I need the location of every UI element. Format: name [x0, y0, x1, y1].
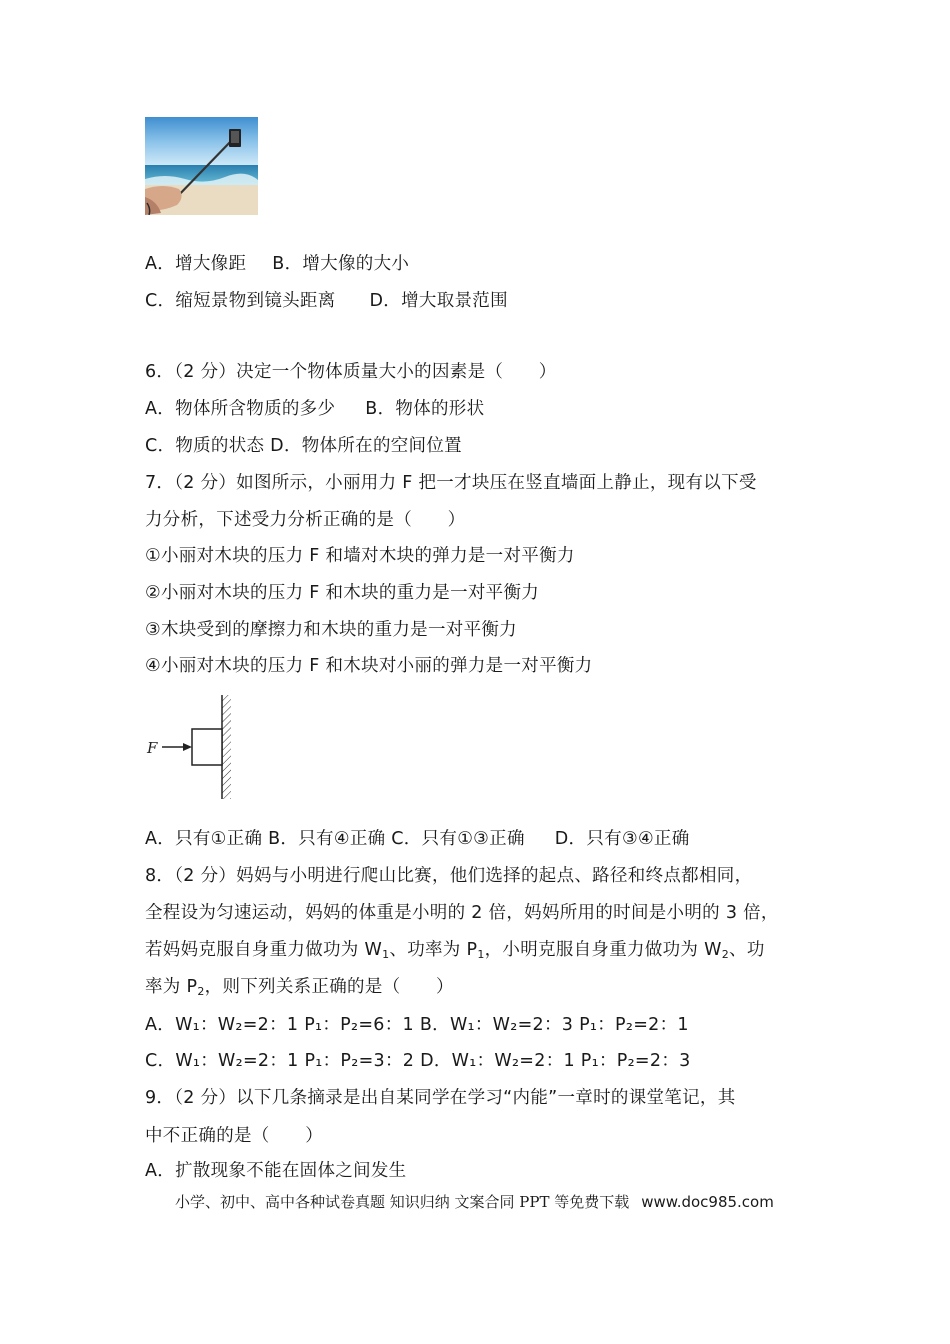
q7-options-abc: A．只有①正确 B．只有④正确 C．只有①③正确 — [145, 829, 525, 849]
subscript: 2 — [721, 948, 730, 961]
q6-option-b: B．物体的形状 — [365, 399, 485, 419]
subscript: 1 — [382, 948, 390, 961]
q7-statement-4: ④小丽对木块的压力 F 和木块对小丽的弹力是一对平衡力 — [145, 656, 593, 676]
q5-option-d: D．增大取景范围 — [369, 291, 508, 311]
q6-stem: 6．（2 分）决定一个物体质量大小的因素是（ ） — [145, 362, 557, 382]
q8-stem-line4-part: 率为 P — [145, 977, 198, 997]
q6-options-row-cd: C．物质的状态 D．物体所在的空间位置 — [145, 436, 462, 456]
q5-option-a: A．增大像距 — [145, 254, 247, 274]
q5-options-row-cd — [145, 289, 508, 313]
q8-stem-line4 — [145, 975, 454, 1004]
q5-options-row-ab — [145, 252, 409, 276]
subscript: 2 — [197, 985, 205, 998]
q8-options-ab: A．W₁：W₂=2：1 P₁：P₂=6：1 B．W₁：W₂=2：3 P₁：P₂=2：1 — [145, 1015, 689, 1035]
subscript: 1 — [477, 948, 485, 961]
page-footer — [175, 1192, 774, 1212]
footer-url[interactable]: www.doc985.com — [641, 1193, 774, 1211]
selfie-stick-photo — [145, 117, 258, 215]
q8-options-cd: C．W₁：W₂=2：1 P₁：P₂=3：2 D．W₁：W₂=2：1 P₁：P₂=2：3 — [145, 1051, 691, 1071]
q8-stem-line1: 8．（2 分）妈妈与小明进行爬山比赛，他们选择的起点、路径和终点都相同， — [145, 866, 753, 886]
q7-options — [145, 827, 690, 851]
q7-statement-1: ①小丽对木块的压力 F 和墙对木块的弹力是一对平衡力 — [145, 546, 575, 566]
q5-option-b: B．增大像的大小 — [272, 254, 410, 274]
q7-stem-line2: 力分析，下述受力分析正确的是（ ） — [145, 510, 466, 530]
q7-statement-3: ③木块受到的摩擦力和木块的重力是一对平衡力 — [145, 620, 517, 640]
q7-statement-2: ②小丽对木块的压力 F 和木块的重力是一对平衡力 — [145, 583, 540, 603]
footer-text: 小学、初中、高中各种试卷真题 知识归纳 文案合同 PPT 等免费下载 — [175, 1193, 630, 1211]
q6-option-a: A．物体所含物质的多少 — [145, 399, 336, 419]
q9-stem-line1: 9．（2 分）以下几条摘录是出自某同学在学习“内能”一章时的课堂笔记，其 — [145, 1088, 736, 1108]
q8-stem-line3-part: 、功 — [729, 940, 765, 960]
q9-stem-line2: 中不正确的是（ ） — [145, 1126, 323, 1146]
q6-options-row-ab — [145, 397, 484, 421]
q8-stem-line4-part: ，则下列关系正确的是（ ） — [204, 977, 454, 997]
q9-option-a: A．扩散现象不能在固体之间发生 — [145, 1161, 407, 1181]
q8-stem-line3-part: 、功率为 P — [389, 940, 478, 960]
q8-stem-line3-part: ，小明克服自身重力做功为 W — [484, 940, 722, 960]
q5-option-c: C．缩短景物到镜头距离 — [145, 291, 336, 311]
q7-stem-line1: 7．（2 分）如图所示，小丽用力 F 把一才块压在竖直墙面上静止，现有以下受 — [145, 473, 757, 493]
block-wall-figure — [145, 693, 245, 801]
q7-option-d: D．只有③④正确 — [554, 829, 690, 849]
q8-stem-line3-part: 若妈妈克服自身重力做功为 W — [145, 940, 383, 960]
force-label: F — [147, 739, 158, 757]
q8-stem-line3 — [145, 938, 765, 967]
q8-stem-line2: 全程设为匀速运动，妈妈的体重是小明的 2 倍，妈妈所用的时间是小明的 3 倍， — [145, 903, 779, 923]
